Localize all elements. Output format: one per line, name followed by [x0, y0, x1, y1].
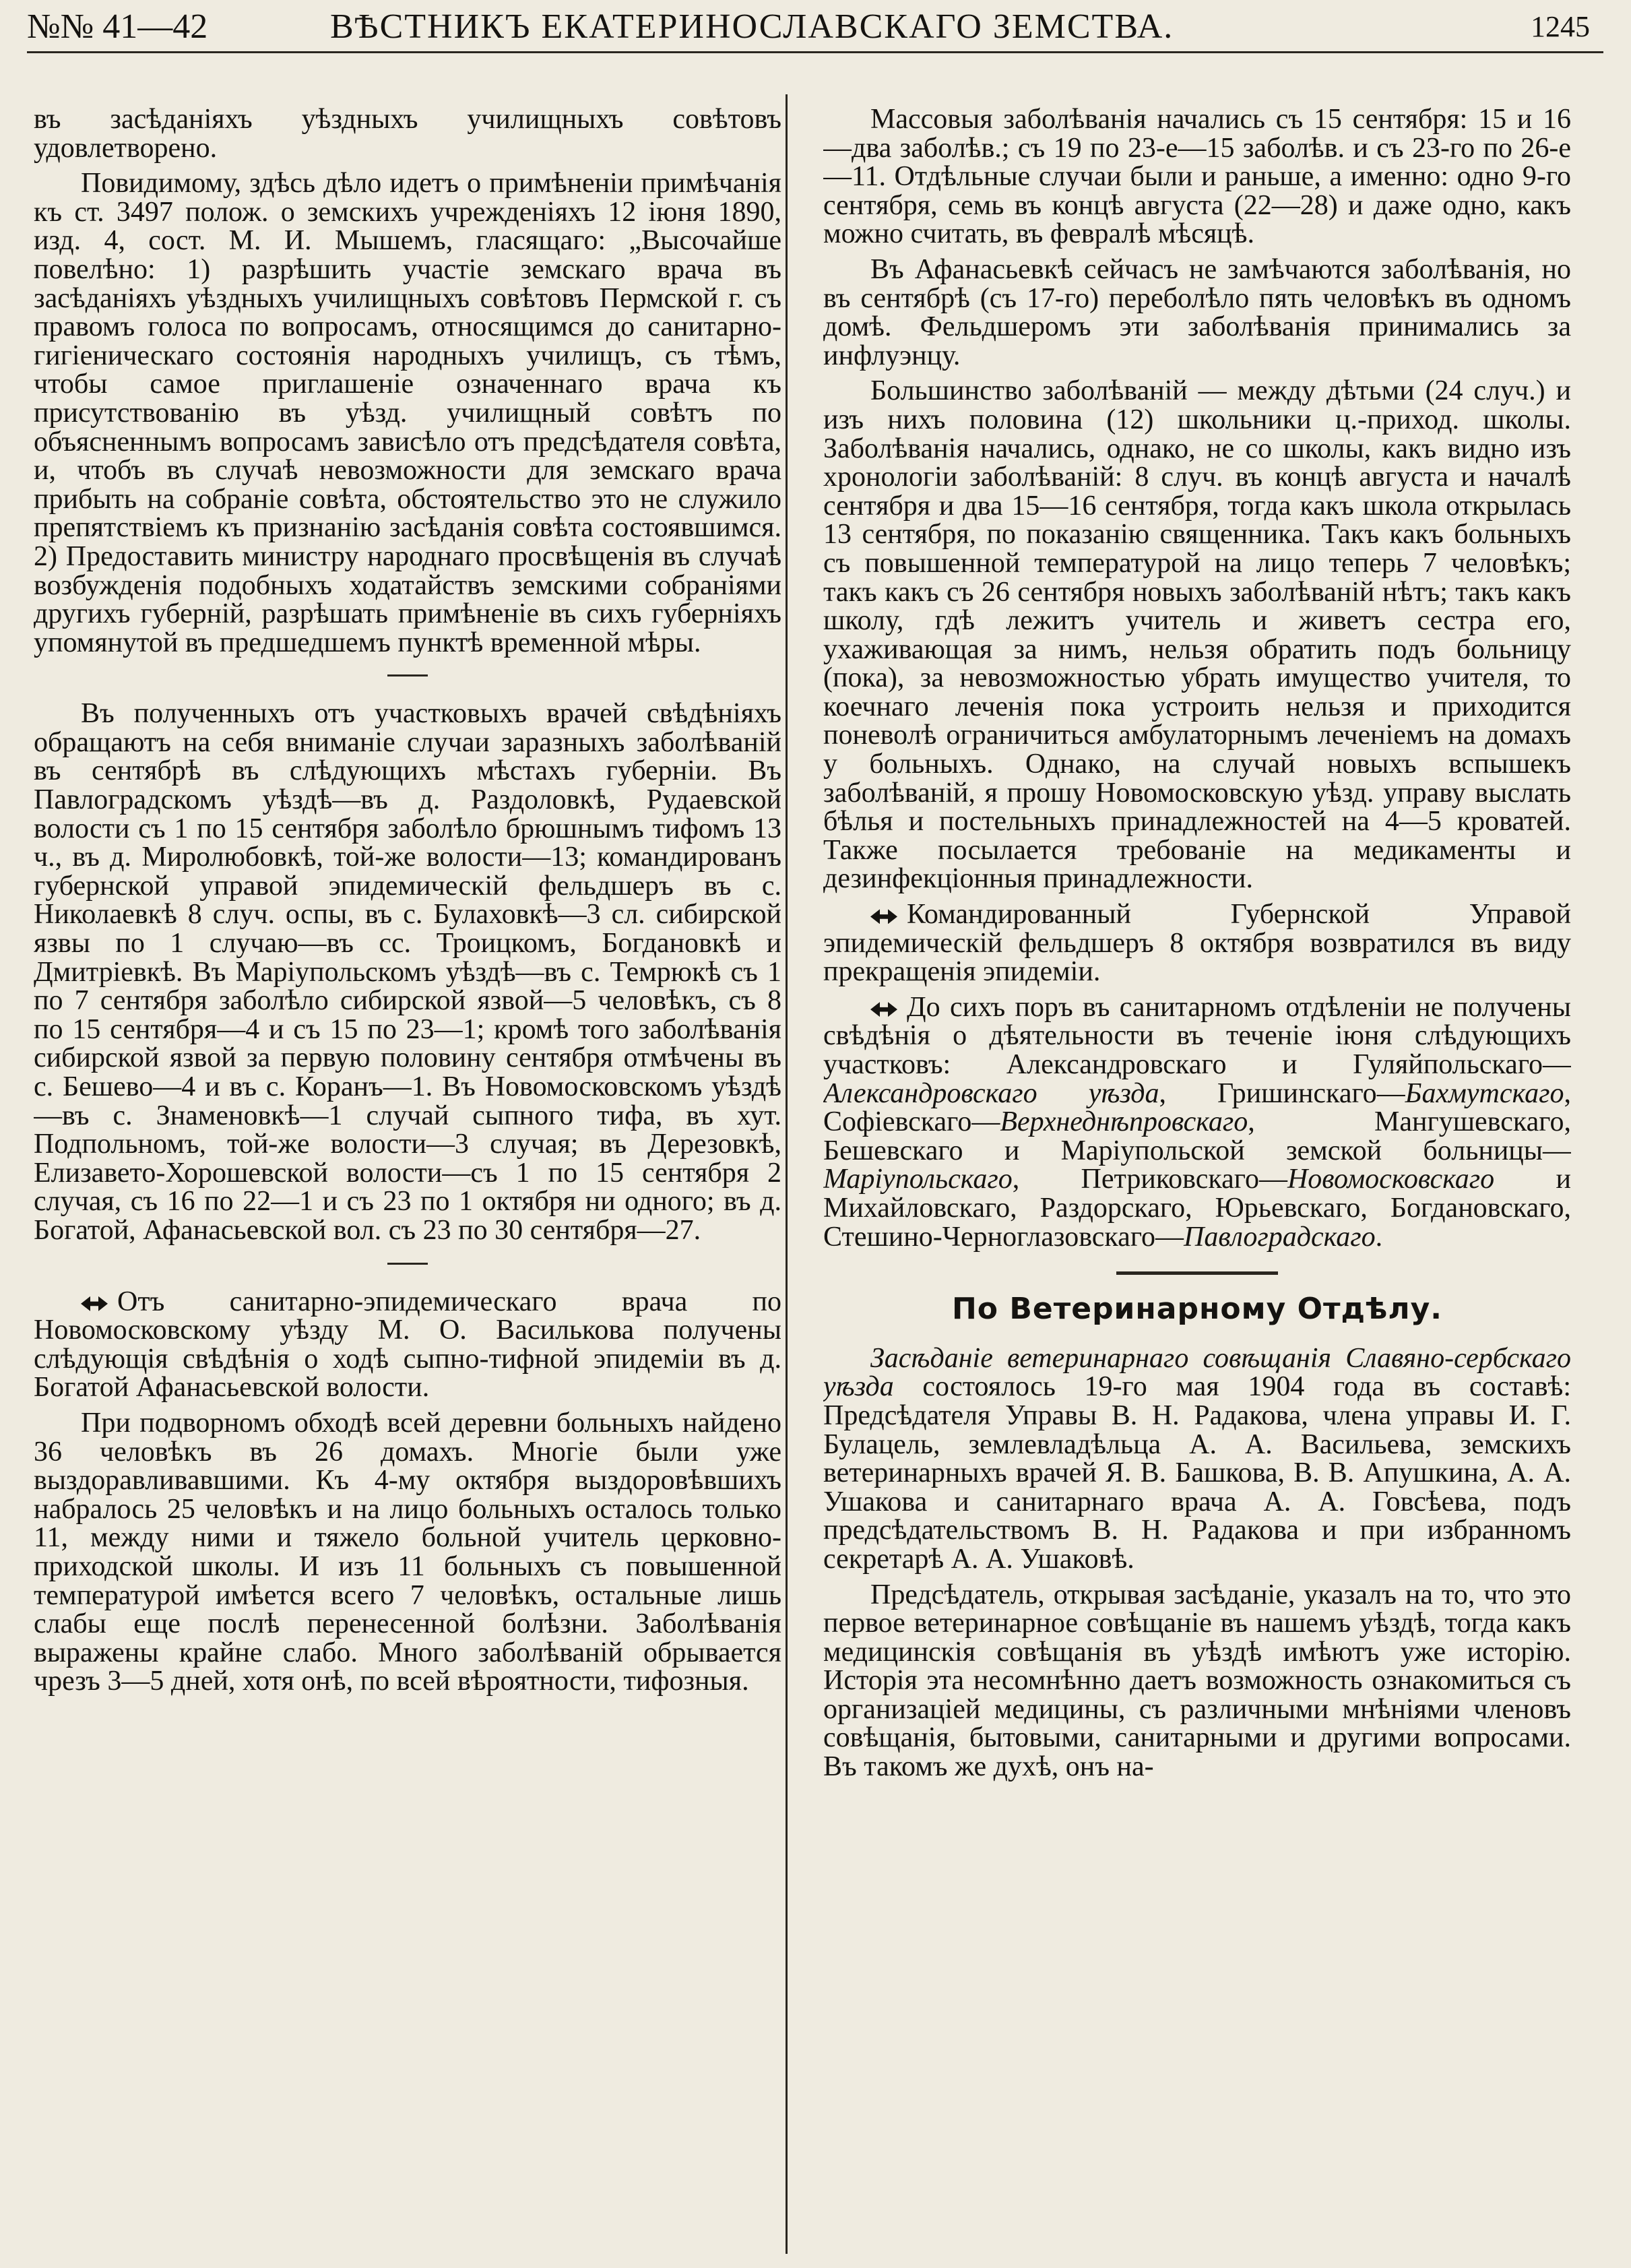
- text-run: и Михайловскаго, Раздорскаго, Юрьевскаго, Богдановскаго, Стешино-Черноглазовскаго—: [823, 1164, 1571, 1253]
- text-run: , Петриковскаго—: [1012, 1164, 1287, 1195]
- ornament-icon: [81, 1296, 108, 1311]
- text-run: , Софiевскаго—: [823, 1077, 1571, 1138]
- text-run: .: [1375, 1221, 1383, 1253]
- paragraph: Большинство заболѣванiй — между дѣтьми (24 случ.) и изъ нихъ половина (12) школьники ц.-приход. школы. Заболѣванiя начались, однако, не со школы, какъ видно изъ хронологiи заболѣванiй: 8 случ. въ концѣ августа и началѣ сентября и два 15—16 сентября, тогда какъ школа открылась 13 сентября, по показанiю священника. Такъ какъ больныхъ съ повышенной температурой на лицо теперь 7 человѣкъ; такъ какъ съ 26 сентября новыхъ заболѣванiй нѣтъ; такъ какъ школу, гдѣ лежитъ учитель и живетъ сестра его, ухаживающая за нимъ, нельзя обратить подъ больницу (пока), за невозможностью убрать имущество учителя, то коечнаго леченiя пока устроить нельзя и приходится поневолѣ ограничиться амбулаторнымъ леченiемъ на домахъ у больныхъ. Однако, на случай новыхъ вспышекъ заболѣванiй, я прошу Новомосковскую уѣзд. управу выслать бѣлья и постельныхъ принадлежностей на 4—5 кроватей. Также посылается требованiе на медикаменты и дезинфекцiонныя принадлежности.: [823, 375, 1571, 895]
- separator-dash: [387, 1263, 428, 1265]
- ornament-icon: [870, 1002, 897, 1017]
- paragraph: [34, 1288, 781, 1402]
- paragraph: [823, 1344, 1571, 1574]
- text-run: До сихъ поръ въ санитарномъ отдѣленiи не получены свѣдѣнiя о дѣятельности въ теченiе iюня слѣдующихъ участковъ: Александровскаго и Гуляйпольскаго—: [823, 991, 1571, 1080]
- paragraph: Повидимому, здѣсь дѣло идетъ о примѣненiи примѣчанiя къ ст. 3497 полож. о земскихъ учрежденiяхъ 12 iюня 1890, изд. 4, сост. М. И. Мышемъ, гласящаго: „Высочайше повелѣно: 1) разрѣшить участiе земскаго врача въ засѣданiяхъ уѣздныхъ училищныхъ совѣтовъ Пермской г. съ правомъ голоса по вопросамъ, относящимся до санитарно-гигiеническаго состоянiя народныхъ училищъ, съ тѣмъ, чтобы самое приглашенiе означеннаго врача къ присутствованiю въ уѣзд. училищный совѣтъ по объясненнымъ вопросамъ зависѣло отъ предсѣдателя совѣта, и, чтобъ въ случаѣ невозможности для земскаго врача прибыть на собранiе совѣта, обстоятельство это не служило препятствiемъ къ признанiю засѣданiя совѣта состоявшимся. 2) Предоставить министру народнаго просвѣщенiя въ случаѣ возбужденiя подобныхъ ходатайствъ земскими собранiями другихъ губернiй, разрѣшать примѣненiе въ сихъ губернiяхъ упомянутой въ предшедшемъ пунктѣ временной мѣры.: [34, 168, 781, 658]
- right-column: [823, 105, 1571, 2255]
- left-column: [34, 105, 781, 2255]
- paragraph-text: Отъ санитарно-эпидемическаго врача по Новомосковскому уѣзду М. О. Василькова получены слѣдующiя свѣдѣнiя о ходѣ сыпно-тифной эпидемiи въ д. Богатой Афанасьевской волости.: [34, 1286, 781, 1404]
- column-divider: [786, 94, 788, 2254]
- page-header: [27, 3, 1603, 53]
- district-name: Бахмутскаго: [1405, 1077, 1564, 1109]
- paragraph: При подворномъ обходѣ всей деревни больныхъ найдено 36 человѣкъ въ 26 домахъ. Многiе были уже выздоравливавшими. Къ 4-му октября выздоровѣвшихъ набралось 25 человѣкъ и на лицо больныхъ осталось только 11, между ними и тяжело больной учитель церковно-приходской школы. И изъ 11 больныхъ съ повышенной температурой имѣется всего 7 человѣкъ, остальные лишь слабы еще послѣ перенесенной болѣзни. Заболѣванiя выражены крайне слабо. Много заболѣванiй обрывается чрезъ 3—5 дней, хотя онѣ, по всей вѣроятности, тифозныя.: [34, 1407, 781, 1697]
- district-name: Новомосковскаго: [1287, 1164, 1495, 1195]
- district-name: Марiупольскаго: [823, 1164, 1013, 1195]
- separator-dash: [387, 674, 428, 676]
- meeting-title: Засѣданiе ветеринарнаго совѣщанiя Славяно-сербскаго уѣзда: [823, 1342, 1571, 1403]
- district-name: Павлоградскаго: [1184, 1221, 1376, 1253]
- paragraph: Массовыя заболѣванiя начались съ 15 сентября: 15 и 16—два заболѣв.; съ 19 по 23-е—15 заболѣв. и съ 23-го по 26-е—11. Отдѣльные случаи были и раньше, а именно: одно 9-го сентября, семь въ концѣ августа (22—28) и даже одно, какъ можно считать, въ февралѣ мѣсяцѣ.: [823, 105, 1571, 250]
- issue-number: №№ 41—42: [27, 7, 208, 46]
- paragraph: въ засѣданiяхъ уѣздныхъ училищныхъ совѣтовъ удовлетворено.: [34, 105, 781, 164]
- text-run: , Мангушевскаго, Бешевскаго и Марiупольской земской больницы—: [823, 1106, 1571, 1166]
- district-name: Верхнеднѣпровскаго: [1000, 1106, 1248, 1138]
- paragraph: Въ полученныхъ отъ участковыхъ врачей свѣдѣнiяхъ обращаютъ на себя вниманiе случаи заразныхъ заболѣванiй въ сентябрѣ въ слѣдующихъ мѣстахъ губернiи. Въ Павлоградскомъ уѣздѣ—въ д. Раздоловкѣ, Рудаевской волости съ 1 по 15 сентября заболѣло брюшнымъ тифомъ 13 ч., въ д. Миролюбовкѣ, той-же волости—13; командированъ губернской управой эпидемическiй фельдшеръ въ с. Николаевкѣ 8 случ. оспы, въ с. Булаховкѣ—3 сл. сибирской язвы по 1 случаю—въ сс. Троицкомъ, Богдановкѣ и Дмитрiевкѣ. Въ Марiупольскомъ уѣздѣ—въ с. Темрюкѣ съ 1 по 7 сентября заболѣло сибирской язвой—5 человѣкъ, съ 8 по 15 сентября—4 и съ 15 по 23—1; кромѣ того заболѣванiя сибирской язвой за первую половину сентября отмѣчены въ с. Бешево—4 и въ с. Коранъ—1. Въ Новомосковскомъ уѣздѣ—въ с. Знаменовкѣ—1 случай сыпного тифа, въ хут. Подпольномъ, той-же волости—3 случая; въ Дерезовкѣ, Елизавето-Хорошевской волости—съ 1 по 15 сентября 2 случая, съ 16 по 22—1 и съ 23 по 1 октября ни одного; въ д. Богатой, Афанасьевской вол. съ 23 по 30 сентября—27.: [34, 698, 781, 1246]
- ornament-icon: [870, 909, 897, 924]
- page-number: 1245: [1531, 10, 1590, 43]
- paragraph: Въ Афанасьевкѣ сейчасъ не замѣчаются заболѣванiя, но въ сентябрѣ (съ 17-го) переболѣло пять человѣкъ въ одномъ домѣ. Фельдшеромъ эти заболѣванiя принимались за инфлуэнцу.: [823, 253, 1571, 371]
- text-run: , Гришинскаго—: [1159, 1077, 1405, 1109]
- paragraph: [823, 900, 1571, 986]
- paragraph-text: Командированный Губернской Управой эпидемическiй фельдшеръ 8 октября возвратился въ виду прекращенiя эпидемiи.: [823, 899, 1571, 988]
- section-rule: [1116, 1271, 1278, 1275]
- text-run: состоялось 19-го мая 1904 года въ составѣ: Предсѣдателя Управы В. Н. Радакова, члена управы И. Г. Булацель, землевладѣльца А. А. Васильева, земскихъ ветеринарныхъ врачей Я. В. Башкова, В. В. Апушкина, А. А. Ушакова и санитарнаго врача А. А. Говсѣева, подъ предсѣдательствомъ В. Н. Радакова и при избранномъ секретарѣ А. А. Ушаковѣ.: [823, 1371, 1571, 1575]
- journal-title: ВѢСТНИКЪ ЕКАТЕРИНОСЛАВСКАГО ЗЕМСТВА.: [330, 7, 1174, 46]
- paragraph: [823, 993, 1571, 1251]
- section-heading: По Ветеринарному Отдѣлу.: [951, 1292, 1443, 1327]
- district-name: Александровскаго уѣзда: [823, 1077, 1159, 1109]
- paragraph: Предсѣдатель, открывая засѣданiе, указалъ на то, что это первое ветеринарное совѣщанiе въ нашемъ уѣздѣ, тогда какъ медицинскiя совѣщанiя въ уѣздѣ имѣютъ уже исторiю. Исторiя эта несомнѣнно даетъ возможность ознакомиться съ организацiей медицины, съ различными мнѣнiями членовъ совѣщанiя, бытовыми, санитарными и другими вопросами. Въ такомъ же духѣ, онъ на-: [823, 1579, 1571, 1783]
